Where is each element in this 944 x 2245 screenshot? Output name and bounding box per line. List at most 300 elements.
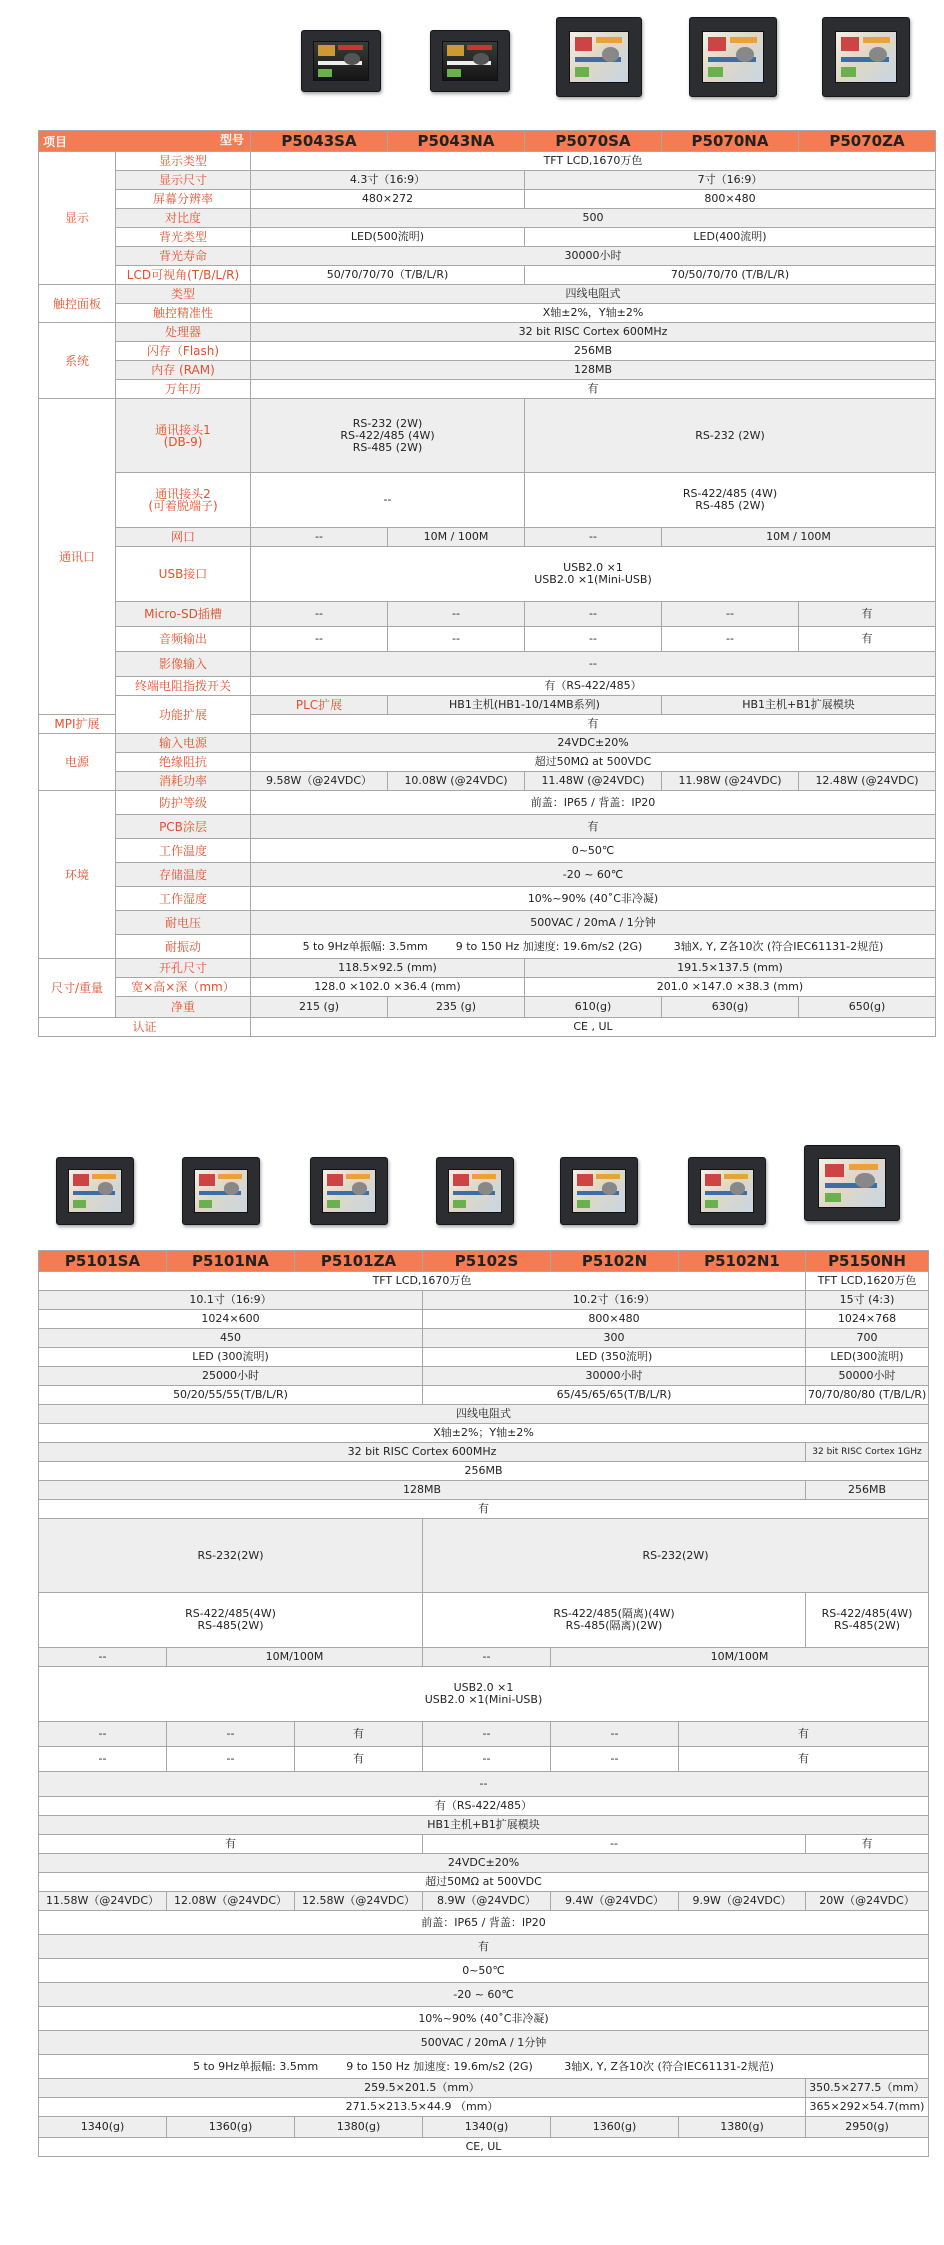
- table-row: [39, 152, 936, 171]
- table-row: [39, 228, 936, 247]
- table-row: [39, 978, 936, 997]
- table-cell: 128MB: [39, 1481, 806, 1500]
- table-cell: RS-232 (2W): [525, 399, 936, 473]
- row-label: Micro-SD插槽: [116, 602, 251, 627]
- category-display: 显示: [39, 152, 116, 285]
- table-row: [39, 1816, 929, 1835]
- row-label: 对比度: [116, 209, 251, 228]
- table-cell: 1024×600: [39, 1310, 423, 1329]
- table-cell: 300: [423, 1329, 806, 1348]
- table-cell: --: [525, 528, 662, 547]
- row-label: 万年历: [116, 380, 251, 399]
- table-row: [39, 342, 936, 361]
- table-cell: 610(g): [525, 997, 662, 1018]
- table-row: [39, 547, 936, 602]
- row-label: 输入电源: [116, 734, 251, 753]
- table-cell: LED(400流明): [525, 228, 936, 247]
- row-label: 净重: [116, 997, 251, 1018]
- row-label: 工作湿度: [116, 887, 251, 911]
- row-label: 防护等级: [116, 791, 251, 815]
- table-cell: 500: [251, 209, 936, 228]
- table-cell: LED(500流明): [251, 228, 525, 247]
- model-header: P5102S: [423, 1251, 551, 1272]
- table-cell: 10.1寸（16:9）: [39, 1291, 423, 1310]
- table-row: [39, 1911, 929, 1935]
- table-cell: 5 to 9Hz单振幅: 3.5mm 9 to 150 Hz 加速度: 19.6m/s2 (2G) 3轴X, Y, Z各10次 (符合IEC61131-2规范): [251, 935, 936, 959]
- table-row: [39, 247, 936, 266]
- table-cell: --: [167, 1722, 295, 1747]
- model-header: P5150NH: [806, 1251, 929, 1272]
- table-cell: 有: [39, 1935, 929, 1959]
- row-label: USB接口: [116, 547, 251, 602]
- model-header: P5101SA: [39, 1251, 167, 1272]
- table-cell: 有: [295, 1722, 423, 1747]
- table-row: [39, 285, 936, 304]
- table-row: [39, 1667, 929, 1722]
- table-row: [39, 627, 936, 652]
- row-label: 工作温度: [116, 839, 251, 863]
- table-row: [39, 734, 936, 753]
- table-cell: 259.5×201.5（mm）: [39, 2079, 806, 2098]
- table-row: [39, 1593, 929, 1648]
- table-row: [39, 935, 936, 959]
- table-row: [39, 887, 936, 911]
- table-cell: 10M / 100M: [662, 528, 936, 547]
- table-row: [39, 1747, 929, 1772]
- table-row: [39, 959, 936, 978]
- row-label: 终端电阻指拨开关: [116, 677, 251, 696]
- spec-table-1: [38, 130, 936, 1037]
- category-touch: 触控面板: [39, 285, 116, 323]
- table-cell: RS-422/485(隔离)(4W) RS-485(隔离)(2W): [423, 1593, 806, 1648]
- table-cell: 24VDC±20%: [251, 734, 936, 753]
- table-cell: --: [39, 1648, 167, 1667]
- table-row: [39, 1873, 929, 1892]
- table-cell: 前盖：IP65 / 背盖：IP20: [251, 791, 936, 815]
- table-cell: 有: [251, 815, 936, 839]
- table-cell: 256MB: [39, 1462, 929, 1481]
- table-cell: --: [525, 602, 662, 627]
- table-cell: 7寸（16:9）: [525, 171, 936, 190]
- table-row: [39, 1424, 929, 1443]
- table-cell: --: [39, 1772, 929, 1797]
- table-cell: 1024×768: [806, 1310, 929, 1329]
- table-cell: TFT LCD,1670万色: [251, 152, 936, 171]
- table-cell: 50000小时: [806, 1367, 929, 1386]
- table-cell: --: [251, 473, 525, 528]
- table-row: [39, 2117, 929, 2138]
- category-comm: 通讯口: [39, 399, 116, 715]
- table-cell: 有: [679, 1722, 929, 1747]
- table-cell: USB2.0 ×1 USB2.0 ×1(Mini-USB): [251, 547, 936, 602]
- table-cell: 215 (g): [251, 997, 388, 1018]
- table-row: [39, 190, 936, 209]
- table-cell: 9.4W（@24VDC）: [551, 1892, 679, 1911]
- table-cell: 10%~90% (40˚C非冷凝): [251, 887, 936, 911]
- row-label: 触控精准性: [116, 304, 251, 323]
- table-cell: 1340(g): [39, 2117, 167, 2138]
- table-row: [39, 1959, 929, 1983]
- table-row: [39, 1329, 929, 1348]
- table-cell: --: [423, 1747, 551, 1772]
- table-cell: RS-422/485(4W) RS-485(2W): [39, 1593, 423, 1648]
- table-cell: 450: [39, 1329, 423, 1348]
- table-cell: 201.0 ×147.0 ×38.3 (mm): [525, 978, 936, 997]
- table-cell: 有: [295, 1747, 423, 1772]
- table2-header: [39, 1251, 929, 1272]
- table-cell: --: [525, 627, 662, 652]
- table-cell: 800×480: [423, 1310, 806, 1329]
- header-item-label: 项目: [43, 135, 68, 149]
- table-row: [39, 1348, 929, 1367]
- table-row: [39, 1405, 929, 1424]
- model-header: P5070NA: [662, 131, 799, 152]
- table-cell: -20 ~ 60℃: [39, 1983, 929, 2007]
- table-cell: USB2.0 ×1 USB2.0 ×1(Mini-USB): [39, 1667, 929, 1722]
- product-images-bottom: [0, 1140, 944, 1250]
- table-cell: 11.58W（@24VDC）: [39, 1892, 167, 1911]
- product-image-p5070za: [822, 17, 910, 97]
- table-cell: --: [423, 1648, 551, 1667]
- table-row: [39, 2007, 929, 2031]
- product-image-p5101na: [182, 1157, 260, 1225]
- table-cell: 0~50℃: [39, 1959, 929, 1983]
- header-model-label: 型号: [219, 133, 244, 147]
- table-row: [39, 1500, 929, 1519]
- product-images-top: [0, 0, 944, 128]
- table-row: [39, 2079, 929, 2098]
- table-cell: 365×292×54.7(mm): [806, 2098, 929, 2117]
- model-header: P5101NA: [167, 1251, 295, 1272]
- table-cell: 128MB: [251, 361, 936, 380]
- table-cell: 650(g): [799, 997, 936, 1018]
- table-cell: 24VDC±20%: [39, 1854, 929, 1873]
- table-cell: 前盖：IP65 / 背盖：IP20: [39, 1911, 929, 1935]
- table-cell: 191.5×137.5 (mm): [525, 959, 936, 978]
- table-row: [39, 266, 936, 285]
- category-func: 功能扩展: [116, 696, 251, 734]
- table-row: [39, 839, 936, 863]
- table-row: [39, 1835, 929, 1854]
- table-row: [39, 1310, 929, 1329]
- table-cell: 50/70/70/70（T/B/L/R): [251, 266, 525, 285]
- table-cell: 9.58W（@24VDC）: [251, 772, 388, 791]
- table-cell: 10M/100M: [551, 1648, 929, 1667]
- row-label: 显示类型: [116, 152, 251, 171]
- table-cell: 9.9W（@24VDC）: [679, 1892, 806, 1911]
- table-cell: 350.5×277.5（mm）: [806, 2079, 929, 2098]
- row-label: 耐电压: [116, 911, 251, 935]
- table-row: [39, 1983, 929, 2007]
- model-header: P5101ZA: [295, 1251, 423, 1272]
- table-cell: --: [388, 602, 525, 627]
- row-label: 背光类型: [116, 228, 251, 247]
- table-row: [39, 1481, 929, 1500]
- table-cell: 235 (g): [388, 997, 525, 1018]
- product-image-p5101sa: [56, 1157, 134, 1225]
- table-cell: 10%~90% (40˚C非冷凝): [39, 2007, 929, 2031]
- table-cell: 0~50℃: [251, 839, 936, 863]
- table-cell: 有: [806, 1835, 929, 1854]
- table-cell: CE , UL: [251, 1018, 936, 1037]
- table-cell: --: [551, 1722, 679, 1747]
- table-cell: RS-232(2W): [423, 1519, 929, 1593]
- table-row: [39, 1935, 929, 1959]
- table-cell: 10.2寸（16:9）: [423, 1291, 806, 1310]
- table-cell: --: [251, 602, 388, 627]
- row-label: LCD可视角(T/B/L/R): [116, 266, 251, 285]
- table-row: [39, 1854, 929, 1873]
- model-header: P5070ZA: [799, 131, 936, 152]
- table-cell: RS-232 (2W) RS-422/485 (4W) RS-485 (2W): [251, 399, 525, 473]
- table-row: [39, 791, 936, 815]
- table-row: [39, 1291, 929, 1310]
- table-cell: 12.08W（@24VDC）: [167, 1892, 295, 1911]
- table-cell: 11.98W (@24VDC): [662, 772, 799, 791]
- table-cell: 1360(g): [551, 2117, 679, 2138]
- table-cell: 12.58W（@24VDC）: [295, 1892, 423, 1911]
- table-cell: 50/20/55/55(T/B/L/R): [39, 1386, 423, 1405]
- table-row: [39, 602, 936, 627]
- table-row: [39, 304, 936, 323]
- table-cell: 30000小时: [251, 247, 936, 266]
- row-label: 显示尺寸: [116, 171, 251, 190]
- table-cell: --: [251, 627, 388, 652]
- product-image-p5102n1: [688, 1157, 766, 1225]
- row-label: 消耗功率: [116, 772, 251, 791]
- table-row: [39, 1772, 929, 1797]
- table-cell: --: [388, 627, 525, 652]
- row-label: 通讯接头2 (可着脱端子): [116, 473, 251, 528]
- table-cell: TFT LCD,1670万色: [39, 1272, 806, 1291]
- row-label: 闪存（Flash): [116, 342, 251, 361]
- table-cell: [39, 131, 251, 152]
- table-row: [39, 2098, 929, 2117]
- table-cell: 1340(g): [423, 2117, 551, 2138]
- model-header: P5070SA: [525, 131, 662, 152]
- row-label: 绝缘阻抗: [116, 753, 251, 772]
- table-row: [39, 171, 936, 190]
- row-label: 通讯接头1 (DB-9): [116, 399, 251, 473]
- table-cell: LED (350流明): [423, 1348, 806, 1367]
- table-row: [39, 2055, 929, 2079]
- table-row: [39, 1386, 929, 1405]
- table-cell: 15寸 (4:3): [806, 1291, 929, 1310]
- table-cell: --: [39, 1722, 167, 1747]
- table-row: [39, 528, 936, 547]
- table-cell: 118.5×92.5 (mm): [251, 959, 525, 978]
- table-row: [39, 652, 936, 677]
- table-cell: 10M / 100M: [388, 528, 525, 547]
- table-row: [39, 863, 936, 887]
- table-cell: --: [251, 652, 936, 677]
- table-cell: 128.0 ×102.0 ×36.4 (mm): [251, 978, 525, 997]
- table-cell: 700: [806, 1329, 929, 1348]
- table-cell: 有: [39, 1500, 929, 1519]
- table-cell: 271.5×213.5×44.9 （mm）: [39, 2098, 806, 2117]
- row-label: 网口: [116, 528, 251, 547]
- table-cell: HB1主机(HB1-10/14MB系列): [388, 696, 662, 715]
- row-label: 屏幕分辨率: [116, 190, 251, 209]
- table-row: [39, 696, 936, 715]
- product-image-p5101za: [310, 1157, 388, 1225]
- table-row: [39, 380, 936, 399]
- table-row: [39, 1272, 929, 1291]
- row-label: 类型: [116, 285, 251, 304]
- table-cell: 500VAC / 20mA / 1分钟: [39, 2031, 929, 2055]
- category-power: 电源: [39, 734, 116, 791]
- row-label: 耐振动: [116, 935, 251, 959]
- table-cell: HB1主机+B1扩展模块: [662, 696, 936, 715]
- table-cell: 5 to 9Hz单振幅: 3.5mm 9 to 150 Hz 加速度: 19.6m/s2 (2G) 3轴X, Y, Z各10次 (符合IEC61131-2规范): [39, 2055, 929, 2079]
- table-cell: TFT LCD,1620万色: [806, 1272, 929, 1291]
- table-row: [39, 473, 936, 528]
- table-row: [39, 1892, 929, 1911]
- table-cell: --: [423, 1835, 806, 1854]
- table-cell: 256MB: [251, 342, 936, 361]
- table-cell: 有: [799, 602, 936, 627]
- table-cell: --: [167, 1747, 295, 1772]
- table-cell: 有: [251, 715, 936, 734]
- table-cell: 11.48W (@24VDC): [525, 772, 662, 791]
- row-label: 背光寿命: [116, 247, 251, 266]
- table-row: [39, 911, 936, 935]
- row-label: PCB涂层: [116, 815, 251, 839]
- table-cell: -20 ~ 60℃: [251, 863, 936, 887]
- table-cell: 32 bit RISC Cortex 1GHz: [806, 1443, 929, 1462]
- table-cell: LED(300流明): [806, 1348, 929, 1367]
- table-cell: --: [551, 1747, 679, 1772]
- row-label: PLC扩展: [251, 696, 388, 715]
- table-cell: 有: [799, 627, 936, 652]
- category-cert: 认证: [39, 1018, 251, 1037]
- table-cell: RS-232(2W): [39, 1519, 423, 1593]
- table-cell: 10.08W (@24VDC): [388, 772, 525, 791]
- product-image-p5043na: [430, 30, 510, 92]
- row-label: MPI扩展: [39, 715, 116, 734]
- category-system: 系统: [39, 323, 116, 399]
- row-label: 存储温度: [116, 863, 251, 887]
- table-row: [39, 1519, 929, 1593]
- row-label: 音频输出: [116, 627, 251, 652]
- table-cell: RS-422/485(4W) RS-485(2W): [806, 1593, 929, 1648]
- row-label: 开孔尺寸: [116, 959, 251, 978]
- table-cell: 65/45/65/65(T/B/L/R): [423, 1386, 806, 1405]
- table-row: [39, 1462, 929, 1481]
- table-cell: 20W（@24VDC）: [806, 1892, 929, 1911]
- table-row: [39, 1367, 929, 1386]
- table-cell: 4.3寸（16:9）: [251, 171, 525, 190]
- table-row: [39, 361, 936, 380]
- category-env: 环境: [39, 791, 116, 959]
- table-cell: --: [662, 627, 799, 652]
- row-label: 内存 (RAM): [116, 361, 251, 380]
- table-row: [39, 323, 936, 342]
- table-cell: 1380(g): [679, 2117, 806, 2138]
- model-header: P5043NA: [388, 131, 525, 152]
- table-cell: 有（RS-422/485）: [39, 1797, 929, 1816]
- row-label: 影像输入: [116, 652, 251, 677]
- table-cell: --: [39, 1747, 167, 1772]
- table-cell: --: [423, 1722, 551, 1747]
- table-row: [39, 2031, 929, 2055]
- table-cell: 12.48W (@24VDC): [799, 772, 936, 791]
- table-cell: LED (300流明): [39, 1348, 423, 1367]
- table-cell: 有: [39, 1835, 423, 1854]
- row-label: 宽×高×深（mm）: [116, 978, 251, 997]
- product-image-p5043sa: [301, 30, 381, 92]
- table-cell: 1380(g): [295, 2117, 423, 2138]
- table-cell: 8.9W（@24VDC）: [423, 1892, 551, 1911]
- table1-header: [39, 131, 936, 152]
- table-row: [39, 772, 936, 791]
- table-cell: 四线电阻式: [251, 285, 936, 304]
- table-cell: 32 bit RISC Cortex 600MHz: [39, 1443, 806, 1462]
- table-cell: 800×480: [525, 190, 936, 209]
- table-cell: 500VAC / 20mA / 1分钟: [251, 911, 936, 935]
- table-cell: X轴±2%，Y轴±2%: [251, 304, 936, 323]
- table-cell: 超过50MΩ at 500VDC: [251, 753, 936, 772]
- table-row: [39, 753, 936, 772]
- table-cell: 四线电阻式: [39, 1405, 929, 1424]
- product-image-p5150nh: [804, 1145, 900, 1221]
- table-cell: RS-422/485 (4W) RS-485 (2W): [525, 473, 936, 528]
- table-cell: --: [251, 528, 388, 547]
- product-image-p5102s: [436, 1157, 514, 1225]
- model-header: P5043SA: [251, 131, 388, 152]
- spec-table-2: [38, 1250, 929, 2157]
- table-row: [39, 677, 936, 696]
- table-cell: 30000小时: [423, 1367, 806, 1386]
- product-image-p5070sa: [556, 17, 642, 97]
- table-cell: 10M/100M: [167, 1648, 423, 1667]
- table-row: [39, 1648, 929, 1667]
- table-cell: 32 bit RISC Cortex 600MHz: [251, 323, 936, 342]
- table-row: [39, 1797, 929, 1816]
- table-row: [39, 1443, 929, 1462]
- table-row: [39, 209, 936, 228]
- table-cell: 超过50MΩ at 500VDC: [39, 1873, 929, 1892]
- table-cell: --: [662, 602, 799, 627]
- table-cell: 有: [251, 380, 936, 399]
- table-cell: 630(g): [662, 997, 799, 1018]
- table-cell: 2950(g): [806, 2117, 929, 2138]
- row-label: 处理器: [116, 323, 251, 342]
- table-row: [39, 399, 936, 473]
- table-cell: 70/50/70/70 (T/B/L/R): [525, 266, 936, 285]
- table-cell: 480×272: [251, 190, 525, 209]
- table-row: [39, 1722, 929, 1747]
- table-cell: X轴±2%；Y轴±2%: [39, 1424, 929, 1443]
- model-header: P5102N1: [679, 1251, 806, 1272]
- table-cell: HB1主机+B1扩展模块: [39, 1816, 929, 1835]
- model-header: P5102N: [551, 1251, 679, 1272]
- product-image-p5102n: [560, 1157, 638, 1225]
- table-row: [39, 997, 936, 1018]
- table-cell: 1360(g): [167, 2117, 295, 2138]
- category-size: 尺寸/重量: [39, 959, 116, 1018]
- table-cell: 70/70/80/80 (T/B/L/R): [806, 1386, 929, 1405]
- table-cell: CE, UL: [39, 2138, 929, 2157]
- table-cell: 256MB: [806, 1481, 929, 1500]
- table-cell: 25000小时: [39, 1367, 423, 1386]
- table-row: [39, 1018, 936, 1037]
- table-row: [39, 2138, 929, 2157]
- table-cell: 有（RS-422/485）: [251, 677, 936, 696]
- table-cell: 有: [679, 1747, 929, 1772]
- table-row: [39, 815, 936, 839]
- product-image-p5070na: [689, 17, 777, 97]
